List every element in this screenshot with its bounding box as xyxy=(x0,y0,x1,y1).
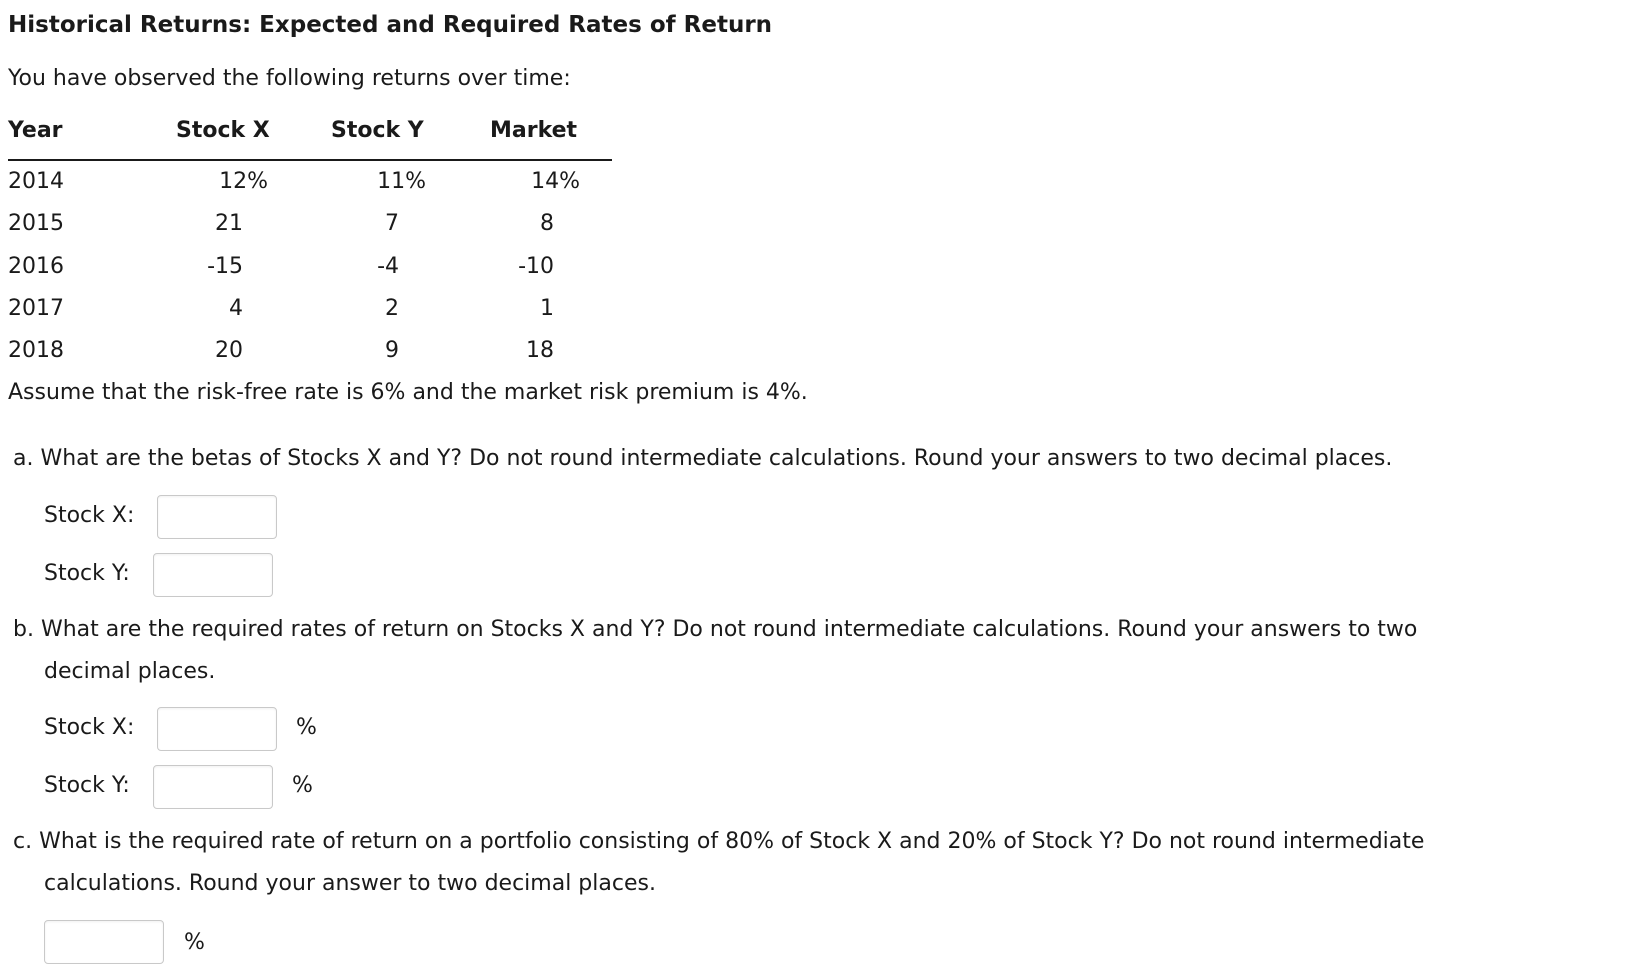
table-cell-market: 14% xyxy=(531,169,580,194)
question-c-text-line1: c. What is the required rate of return on a portfolio consisting of 80% of Stock X and 20% of Stock Y? Do not round intermediate xyxy=(13,829,1425,854)
question-b-stock-y-input[interactable] xyxy=(153,765,273,809)
table-cell-stock-x: 21 xyxy=(215,211,243,236)
table-cell-stock-y: 11% xyxy=(377,169,426,194)
table-header-year: Year xyxy=(8,118,63,143)
table-header-rule xyxy=(8,159,612,161)
intro-text: You have observed the following returns over time: xyxy=(8,66,571,91)
question-a-stock-x-input[interactable] xyxy=(157,495,277,539)
table-cell-stock-y: 7 xyxy=(385,211,399,236)
table-cell-market: -10 xyxy=(518,254,554,279)
table-row-year: 2015 xyxy=(8,211,64,236)
question-a-stock-y-label: Stock Y: xyxy=(44,561,130,586)
question-b-text-line2: decimal places. xyxy=(44,659,216,684)
table-cell-stock-y: 9 xyxy=(385,338,399,363)
question-a-stock-y-input[interactable] xyxy=(153,553,273,597)
question-a-stock-x-label: Stock X: xyxy=(44,503,135,528)
table-header-stock-x: Stock X xyxy=(176,118,270,143)
table-row-year: 2014 xyxy=(8,169,64,194)
question-b-text-line1: b. What are the required rates of return on Stocks X and Y? Do not round intermediate calculations. Round your answers to two xyxy=(13,617,1418,642)
question-c-unit: % xyxy=(184,930,205,955)
table-cell-stock-y: -4 xyxy=(377,254,399,279)
table-row-year: 2018 xyxy=(8,338,64,363)
table-cell-market: 8 xyxy=(540,211,554,236)
question-c-text-line2: calculations. Round your answer to two decimal places. xyxy=(44,871,656,896)
question-b-stock-y-unit: % xyxy=(292,773,313,798)
table-cell-market: 18 xyxy=(526,338,554,363)
table-cell-stock-x: 12% xyxy=(219,169,268,194)
table-header-market: Market xyxy=(490,118,578,143)
table-header-stock-y: Stock Y xyxy=(331,118,424,143)
table-cell-stock-y: 2 xyxy=(385,296,399,321)
table-cell-stock-x: 4 xyxy=(229,296,243,321)
page-title: Historical Returns: Expected and Required Rates of Return xyxy=(8,12,773,38)
question-b-stock-x-unit: % xyxy=(296,715,317,740)
table-row-year: 2016 xyxy=(8,254,64,279)
question-b-stock-x-label: Stock X: xyxy=(44,715,135,740)
assumption-text: Assume that the risk-free rate is 6% and the market risk premium is 4%. xyxy=(8,380,808,405)
table-cell-stock-x: -15 xyxy=(207,254,243,279)
table-cell-stock-x: 20 xyxy=(215,338,243,363)
table-cell-market: 1 xyxy=(540,296,554,321)
question-b-stock-x-input[interactable] xyxy=(157,707,277,751)
table-row-year: 2017 xyxy=(8,296,64,321)
question-b-stock-y-label: Stock Y: xyxy=(44,773,130,798)
question-a-text: a. What are the betas of Stocks X and Y? Do not round intermediate calculations. Round your answers to two decimal places. xyxy=(13,446,1393,471)
question-c-portfolio-input[interactable] xyxy=(44,920,164,964)
